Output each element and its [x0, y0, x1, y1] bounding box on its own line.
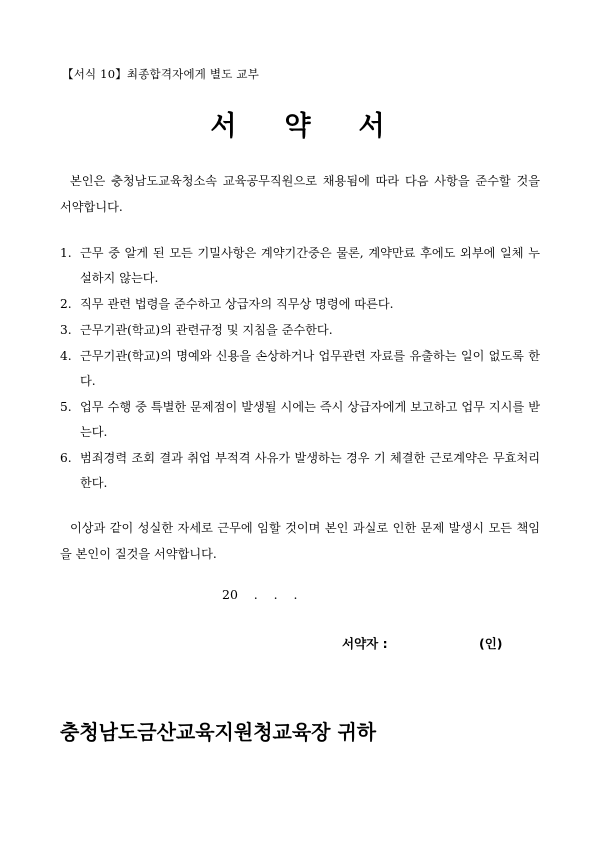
pledge-item	[60, 344, 540, 394]
addressee: 충청남도금산교육지원청교육장 귀하	[60, 720, 377, 744]
pledge-number: 6.	[60, 451, 72, 465]
pledge-list	[60, 241, 540, 497]
pledge-item	[60, 446, 540, 496]
pledge-item	[60, 241, 540, 291]
seal-label: (인)	[479, 636, 503, 651]
pledge-text: 근무기관(학교)의 관련규정 및 지침을 준수한다.	[80, 323, 333, 337]
title-char: 서	[210, 111, 237, 142]
pledge-text: 근무기관(학교)의 명예와 신용을 손상하거나 업무관련 자료를 유출하는 일이 없도록 한다.	[80, 349, 540, 388]
pledge-number: 5.	[60, 400, 72, 414]
pledge-text: 범죄경력 조회 결과 취업 부적격 사유가 발생하는 경우 기 체결한 근로계약은 무효처리한다.	[80, 451, 540, 490]
document-title	[0, 104, 595, 143]
pledge-text: 업무 수행 중 특별한 문제점이 발생될 시에는 즉시 상급자에게 보고하고 업무 지시를 받는다.	[80, 400, 540, 439]
pledge-number: 1.	[60, 246, 72, 260]
pledge-number: 2.	[60, 297, 72, 311]
pledge-item	[60, 318, 540, 343]
closing-paragraph: 이상과 같이 성실한 자세로 근무에 임할 것이며 본인 과실로 인한 문제 발생시 모든 책임을 본인이 질것을 서약합니다.	[60, 521, 540, 561]
intro-paragraph: 본인은 충청남도교육청소속 교육공무직원으로 채용됨에 따라 다음 사항을 준수할 것을 서약합니다.	[60, 174, 540, 214]
pledge-item	[60, 395, 540, 445]
form-number-label: 【서식 10】최종합격자에게 별도 교부	[62, 67, 260, 81]
pledge-number: 3.	[60, 323, 72, 337]
pledge-text: 직무 관련 법령을 준수하고 상급자의 직무상 명령에 따른다.	[80, 297, 394, 311]
title-char: 약	[284, 111, 311, 142]
title-char: 서	[358, 111, 385, 142]
pledge-text: 근무 중 알게 된 모든 기밀사항은 계약기간중은 물론, 계약만료 후에도 외부에 일체 누설하지 않는다.	[80, 246, 540, 285]
date-line: 20 . . .	[222, 587, 298, 602]
signer-label: 서약자 :	[342, 636, 388, 651]
pledge-item	[60, 292, 540, 317]
pledge-number: 4.	[60, 349, 72, 363]
